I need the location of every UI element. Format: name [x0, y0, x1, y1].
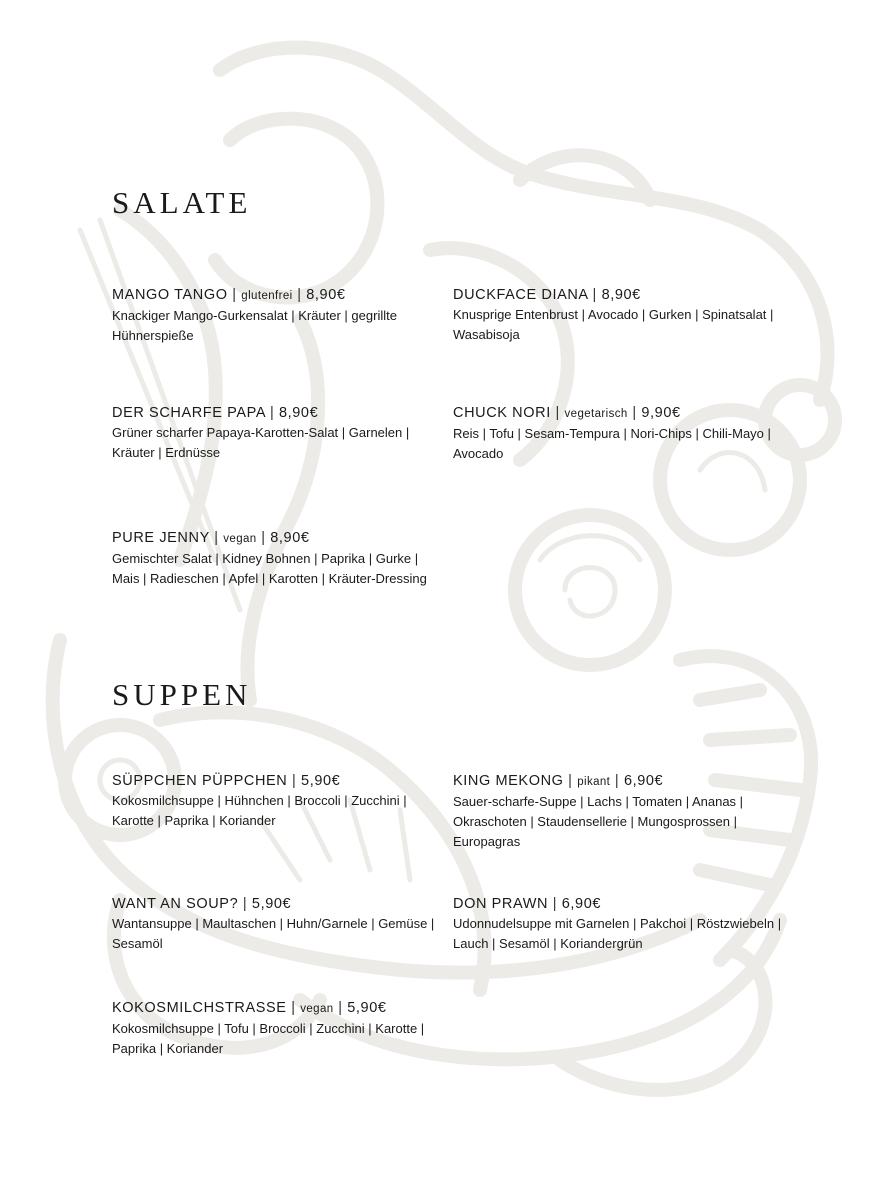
menu-item-name: WANT AN SOUP?: [112, 896, 239, 912]
separator: |: [269, 405, 275, 421]
menu-item-heading: [112, 894, 442, 914]
separator: |: [338, 1000, 343, 1016]
menu-item-description: Grüner scharfer Papaya-Karotten-Salat | Garnelen | Kräuter | Erdnüsse: [112, 425, 410, 460]
menu-item-name: DON PRAWN: [453, 896, 549, 912]
separator: |: [232, 287, 237, 303]
menu-item-heading: [453, 894, 783, 914]
menu-item-description: Kokosmilchsuppe | Tofu | Broccoli | Zucchini | Karotte | Paprika | Koriander: [112, 1021, 425, 1056]
menu-item: [112, 771, 442, 831]
menu-item-description: Sauer-scharfe-Suppe | Lachs | Tomaten | Ananas | Okraschoten | Staudensellerie | Mungosprossen | Europagras: [453, 794, 744, 849]
menu-item-heading: [112, 528, 442, 549]
menu-item-tag: vegetarisch: [564, 408, 628, 420]
menu-item-price: 8,90€: [270, 530, 310, 546]
menu-item-description: Knusprige Entenbrust | Avocado | Gurken | Spinatsalat | Wasabisoja: [453, 307, 774, 342]
separator: |: [242, 896, 248, 912]
separator: |: [552, 896, 558, 912]
menu-item: [453, 403, 783, 464]
menu-item: [112, 403, 442, 463]
menu-item-name: DUCKFACE DIANA: [453, 287, 588, 303]
menu-item-heading: [112, 998, 442, 1019]
menu-item-heading: [112, 403, 442, 423]
menu-item-price: 6,90€: [623, 773, 664, 789]
menu-item-heading: [453, 285, 783, 305]
separator: |: [632, 405, 637, 421]
menu-item-price: 5,90€: [347, 1000, 387, 1016]
menu-item-price: 5,90€: [301, 773, 341, 789]
menu-item: [112, 285, 442, 346]
menu-item-heading: [453, 771, 783, 792]
section-title-suppen: SUPPEN: [112, 677, 252, 712]
menu-item-name: DER SCHARFE PAPA: [112, 405, 266, 421]
menu-item-tag: vegan: [223, 533, 257, 545]
separator: |: [614, 773, 620, 789]
menu-item-name: SÜPPCHEN PÜPPCHEN: [112, 773, 288, 789]
menu-item-price: 8,90€: [306, 287, 346, 303]
menu-item-description: Knackiger Mango-Gurkensalat | Kräuter | gegrillte Hühnerspieße: [112, 308, 397, 343]
separator: |: [214, 530, 219, 546]
menu-item-price: 6,90€: [561, 896, 602, 912]
menu-item-price: 8,90€: [278, 405, 319, 421]
menu-item-description: Reis | Tofu | Sesam-Tempura | Nori-Chips | Chili-Mayo | Avocado: [453, 426, 771, 461]
menu-item-name: PURE JENNY: [112, 530, 210, 546]
menu-item-tag: vegan: [300, 1003, 334, 1015]
menu-item: [112, 998, 442, 1059]
menu-item-heading: [453, 403, 783, 424]
menu-item-tag: pikant: [577, 776, 611, 788]
separator: |: [555, 405, 560, 421]
menu-item-description: Udonnudelsuppe mit Garnelen | Pakchoi | Röstzwiebeln | Lauch | Sesamöl | Koriandergrün: [453, 916, 782, 951]
menu-item-name: CHUCK NORI: [453, 405, 551, 421]
menu-item-heading: [112, 771, 442, 791]
menu-item: [112, 528, 442, 589]
menu-item: [453, 771, 783, 852]
menu-item-description: Kokosmilchsuppe | Hühnchen | Broccoli | Zucchini | Karotte | Paprika | Koriander: [112, 793, 407, 828]
menu-item-price: 9,90€: [641, 405, 681, 421]
separator: |: [292, 773, 297, 789]
separator: |: [291, 1000, 296, 1016]
menu-item-tag: glutenfrei: [241, 290, 293, 302]
separator: |: [261, 530, 266, 546]
menu-item: [112, 894, 442, 954]
menu-item-name: MANGO TANGO: [112, 287, 228, 303]
menu-item: [453, 894, 783, 954]
menu-item: [453, 285, 783, 345]
menu-item-price: 8,90€: [601, 287, 641, 303]
menu-item-name: KING MEKONG: [453, 773, 564, 789]
separator: |: [297, 287, 302, 303]
menu-item-description: Wantansuppe | Maultaschen | Huhn/Garnele | Gemüse | Sesamöl: [112, 916, 435, 951]
section-title-salate: SALATE: [112, 185, 252, 220]
menu-item-name: KOKOSMILCHSTRASSE: [112, 1000, 287, 1016]
menu-item-description: Gemischter Salat | Kidney Bohnen | Paprika | Gurke | Mais | Radieschen | Apfel | Karotten | Kräuter-Dressing: [112, 551, 427, 586]
menu-item-heading: [112, 285, 442, 306]
separator: |: [568, 773, 573, 789]
separator: |: [592, 287, 597, 303]
menu-item-price: 5,90€: [251, 896, 292, 912]
